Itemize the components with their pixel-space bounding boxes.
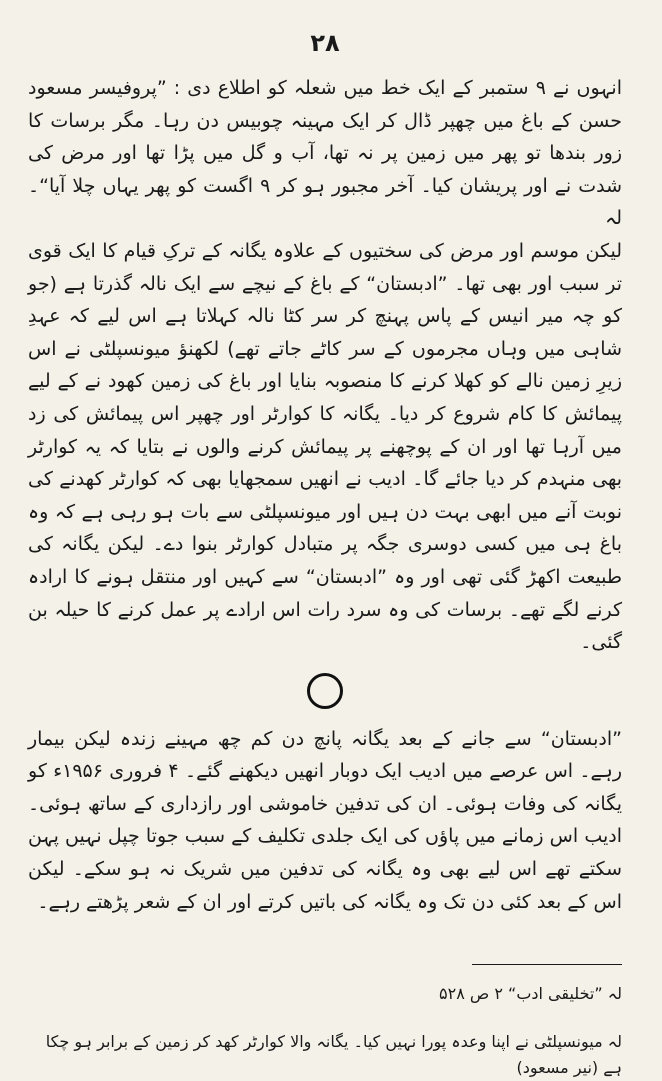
footnotes bbox=[28, 981, 622, 1081]
paragraph-3: ”ادبستان“ سے جانے کے بعد یگانہ پانچ دن کم چھ مہینے زندہ لیکن بیمار رہے۔ اس عرصے میں ادیب ایک دوبار انھیں دیکھنے گئے۔ ۴ فروری ۱۹۵۶ء کو یگانہ کی وفات ہوئی۔ ان کی تدفین خاموشی اور رازداری کے ساتھ ہوئی۔ ادیب اس زمانے میں پاؤں کی ایک جلدی تکلیف کے سبب جوتا چپل نہیں پہن سکتے تھے اس لیے بھی وہ یگانہ کی تدفین میں شریک نہ ہو سکے۔ لیکن اس کے بعد کئی دن تک وہ یگانہ کی باتیں کرتے اور ان کے شعر پڑھتے رہے۔ bbox=[28, 727, 622, 913]
page-number: ٢٨ bbox=[310, 29, 340, 57]
paragraph-2: لیکن موسم اور مرض کی سختیوں کے علاوہ یگانہ کے ترکِ قیام کا ایک قوی تر سبب اور بھی تھا۔ ”ادبستان“ کے باغ کے نیچے سے ایک نالہ گذرتا ہے (جو کو چہ میر انیس کے پاس پہنچ کر سر کٹا نالہ کہلاتا ہے اس لیے کہ عہدِ شاہی میں وہاں مجرموں کے سر کاٹے جاتے تھے) لکھنؤ میونسپلٹی نے اس زیرِ زمین نالے کو کھلا کرنے کا منصوبہ بنایا اور باغ کی زمین کھود نے کے لیے پیمائش کا کام شروع کر دیا۔ یگانہ کا کوارٹر اور چھپر اس پیمائش کی زد میں آرہا تھا اور ان کے پوچھنے پر پیمائش کرنے والوں نے بتایا کہ یہ کوارٹر بھی منہدم کر دیا جائے گا۔ ادیب نے انھیں سمجھایا بھی کہ کوارٹر کھدنے کی نوبت آنے میں ابھی بہت دن ہیں اور میونسپلٹی سے بات ہو رہی ہے کہ وہ باغ ہی میں کسی دوسری جگہ پر متبادل کوارٹر بنوا دے۔ لیکن یگانہ کی طبیعت اکھڑ گئی تھی اور وہ ”ادبستان“ سے کہیں اور منتقل ہونے کا ارادہ کرنے لگے تھے۔ برسات کی وہ سرد رات اس ارادے پر عمل کرنے کا حیلہ بن گئی۔ bbox=[28, 239, 622, 654]
section-break-circle-icon bbox=[307, 673, 343, 709]
footnote-1: لہ ”تخلیقی ادب“ ۲ ص ۵۲۸ bbox=[439, 984, 622, 1004]
paragraph-1: انہوں نے ۹ ستمبر کے ایک خط میں شعلہ کو اطلاع دی : ”پروفیسر مسعود حسن کے باغ میں چھپر ڈال کر ایک مہینہ چوبیس دن رہا۔ مگر برسات کا زور بندھا تو پھر میں زمین پر نہ تھا، آب و گل میں پڑا تھا اور مرض کی شدت نے اور پریشان کیا۔ آخر مجبور ہو کر ۹ اگست کو پھر یہاں چلا آیا“۔ لہ bbox=[28, 77, 623, 230]
footnote-2: لہ میونسپلٹی نے اپنا وعدہ پورا نہیں کیا۔ یگانہ والا کوارٹر کھد کر زمین کے برابر ہو چکا ہے (نیر مسعود) bbox=[45, 1032, 622, 1078]
footnote-divider bbox=[472, 964, 622, 965]
main-text bbox=[28, 72, 622, 918]
